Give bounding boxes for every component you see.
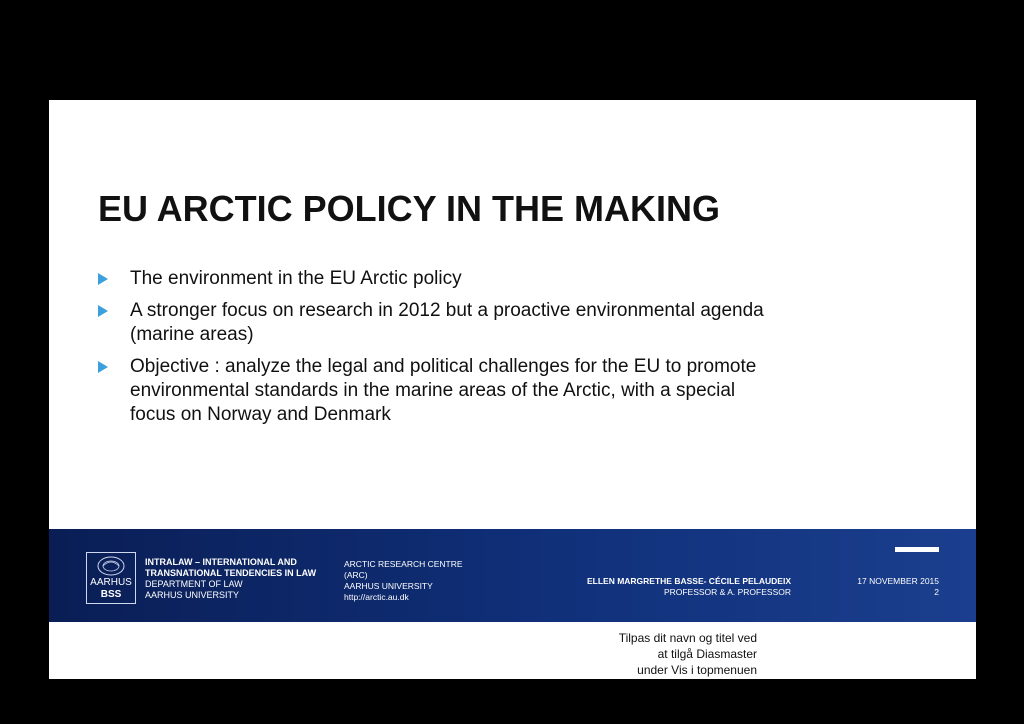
authors-block <box>529 576 791 598</box>
research-centre-block <box>344 559 463 603</box>
logo-text-aarhus: AARHUS <box>90 577 132 588</box>
triangle-bullet-icon <box>98 305 108 317</box>
triangle-bullet-icon <box>98 273 108 285</box>
centre-line: (ARC) <box>344 570 368 580</box>
centre-line: ARCTIC RESEARCH CENTRE <box>344 559 463 569</box>
bullet-text: Objective : analyze the legal and political challenges for the EU to promote environmental standards in the marine areas of the Arctic, with a special focus on Norway and Denmark <box>130 356 757 425</box>
page-number: 2 <box>934 587 939 597</box>
date-block <box>809 576 939 598</box>
logo-text-bss: BSS <box>100 589 122 600</box>
aarhus-bss-logo <box>86 552 136 604</box>
placeholder-line: at tilgå Diasmaster <box>657 647 757 661</box>
bullet-item <box>98 299 778 347</box>
author-titles: PROFESSOR & A. PROFESSOR <box>663 587 791 597</box>
bullet-item <box>98 267 778 291</box>
footer-accent-bar <box>895 547 939 552</box>
department-line: INTRALAW – INTERNATIONAL AND <box>145 557 297 567</box>
centre-line: AARHUS UNIVERSITY <box>344 581 433 591</box>
bullet-list <box>98 267 778 435</box>
bullet-item <box>98 355 778 427</box>
department-block <box>145 557 316 601</box>
bullet-text: The environment in the EU Arctic policy <box>130 268 462 289</box>
bullet-text: A stronger focus on research in 2012 but a proactive environmental agenda (marine areas) <box>130 300 764 345</box>
slide <box>49 100 976 679</box>
department-line: TRANSNATIONAL TENDENCIES IN LAW <box>145 568 317 578</box>
department-line: AARHUS UNIVERSITY <box>145 590 240 600</box>
slide-date: 17 NOVEMBER 2015 <box>857 576 939 586</box>
university-seal-icon <box>93 555 129 577</box>
placeholder-line: Tilpas dit navn og titel ved <box>618 631 757 645</box>
slide-title: EU ARCTIC POLICY IN THE MAKING <box>98 188 721 229</box>
master-placeholder-note <box>569 630 757 678</box>
centre-url: http://arctic.au.dk <box>344 592 409 602</box>
triangle-bullet-icon <box>98 361 108 373</box>
author-names: ELLEN MARGRETHE BASSE- CÉCILE PELAUDEIX <box>586 576 791 586</box>
department-line: DEPARTMENT OF LAW <box>145 579 243 589</box>
slide-footer <box>49 529 976 622</box>
placeholder-line: under Vis i topmenuen <box>637 663 757 677</box>
